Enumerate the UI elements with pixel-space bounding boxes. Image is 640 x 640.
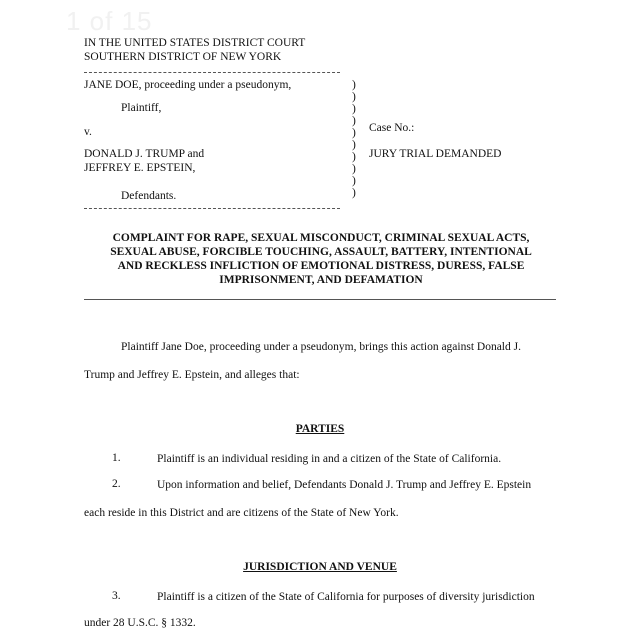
caption-paren: ) bbox=[352, 187, 356, 199]
title-divider bbox=[84, 299, 556, 300]
caption-paren: ) bbox=[352, 151, 356, 163]
caption-paren: ) bbox=[352, 175, 356, 187]
defendant-name-line1: DONALD J. TRUMP and bbox=[84, 148, 205, 160]
case-number-label: Case No.: bbox=[369, 122, 415, 134]
page-count-watermark: 1 of 15 bbox=[66, 6, 153, 36]
complaint-title-line: COMPLAINT FOR RAPE, SEXUAL MISCONDUCT, CRIMINAL SEXUAL ACTS, bbox=[112, 232, 530, 244]
caption-paren: ) bbox=[352, 103, 356, 115]
complaint-title-line: SEXUAL ABUSE, FORCIBLE TOUCHING, ASSAULT, BATTERY, INTENTIONAL bbox=[110, 246, 532, 258]
paragraph-number: 2. bbox=[112, 478, 121, 490]
plaintiff-name: JANE DOE, proceeding under a pseudonym, bbox=[84, 79, 292, 91]
paragraph-2-line2: each reside in this District and are citizens of the State of New York. bbox=[84, 507, 399, 519]
caption-bottom-divider bbox=[84, 208, 340, 209]
paragraph-1-text: Plaintiff is an individual residing in and a citizen of the State of California. bbox=[157, 453, 502, 465]
complaint-title-line: AND RECKLESS INFLICTION OF EMOTIONAL DISTRESS, DURESS, FALSE bbox=[117, 260, 525, 272]
intro-line2: Trump and Jeffrey E. Epstein, and alleges that: bbox=[84, 369, 300, 381]
section-heading-parties: PARTIES bbox=[295, 423, 345, 435]
court-name: IN THE UNITED STATES DISTRICT COURT bbox=[84, 37, 306, 49]
caption-paren: ) bbox=[352, 127, 356, 139]
paragraph-number: 1. bbox=[112, 452, 121, 464]
caption-paren: ) bbox=[352, 79, 356, 91]
caption-paren: ) bbox=[352, 91, 356, 103]
complaint-title-line: IMPRISONMENT, AND DEFAMATION bbox=[219, 274, 423, 286]
paragraph-3-line2: under 28 U.S.C. § 1332. bbox=[84, 617, 196, 629]
caption-paren: ) bbox=[352, 163, 356, 175]
section-heading-jurisdiction: JURISDICTION AND VENUE bbox=[243, 561, 397, 573]
jury-demand: JURY TRIAL DEMANDED bbox=[369, 148, 502, 160]
paragraph-3-line1: Plaintiff is a citizen of the State of California for purposes of diversity jurisdiction bbox=[157, 591, 535, 603]
caption-paren: ) bbox=[352, 115, 356, 127]
caption-top-divider bbox=[84, 72, 340, 73]
paragraph-number: 3. bbox=[112, 590, 121, 602]
defendant-name-line2: JEFFREY E. EPSTEIN, bbox=[84, 162, 196, 174]
court-district: SOUTHERN DISTRICT OF NEW YORK bbox=[84, 51, 282, 63]
paragraph-2-line1: Upon information and belief, Defendants Donald J. Trump and Jeffrey E. Epstein bbox=[157, 479, 532, 491]
intro-line1: Plaintiff Jane Doe, proceeding under a pseudonym, brings this action against Donald J. bbox=[121, 341, 521, 353]
versus-label: v. bbox=[84, 126, 92, 138]
complaint-title bbox=[84, 231, 558, 287]
plaintiff-label: Plaintiff, bbox=[121, 102, 162, 114]
defendants-label: Defendants. bbox=[121, 190, 177, 202]
caption-paren: ) bbox=[352, 139, 356, 151]
